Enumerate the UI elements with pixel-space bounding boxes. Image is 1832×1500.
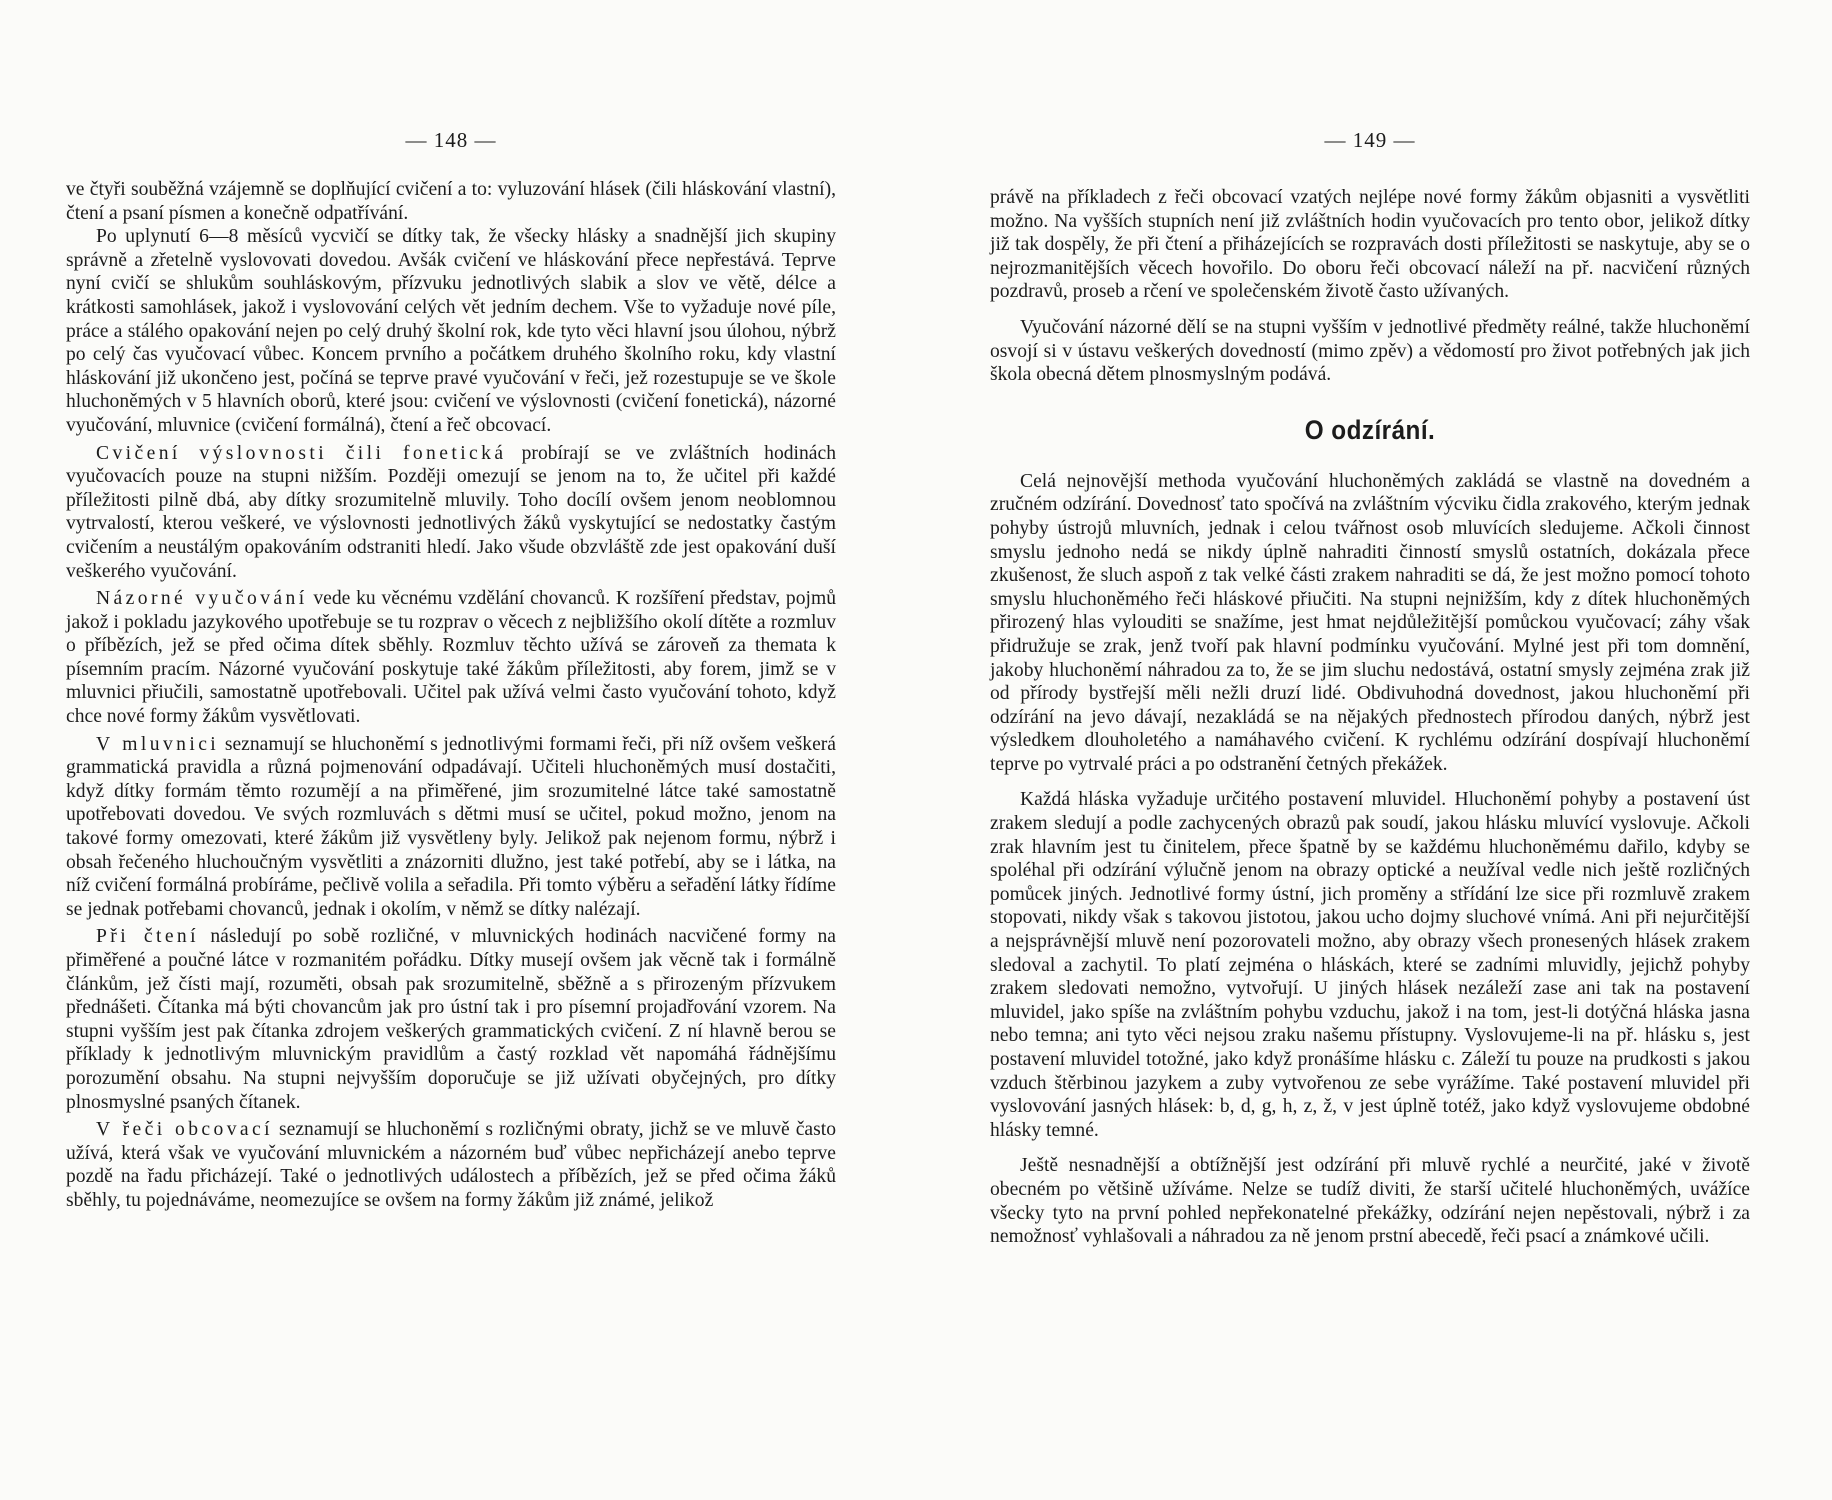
spaced-lead-term: Názorné vyučování bbox=[96, 588, 308, 610]
section-heading: O odzírání. bbox=[1304, 414, 1436, 445]
paragraph-body: seznamují se hluchoněmí s jednotlivými formami řeči, při níž ovšem veškerá grammatická pravidla a různá pojmenování odpadávají. Učiteli hluchoněmých musí dostačiti, když dítky formám těmto rozumějí a na přiměřené, jim srozumitelné látce také samostatně upotřebovati dovedou. Ve svých rozmluvách s dětmi musí se učitel, pokud možno, jenom na takové formy omezovati, které žákům již vysvětleny byly. Jelikož pak nejenom formu, nýbrž i obsah řečeného hluchoučným vysvětliti a znázorniti dlužno, jest také potřebí, aby se i látka, na níž cvičení formálná probíráme, pečlivě volila a seřadila. Při tomto výběru a seřadění látky řídíme se jednak potřebami chovanců, jednak i okolím, v němž se dítky nalézají. bbox=[66, 733, 836, 920]
paragraph: ve čtyři souběžná vzájemně se doplňující cvičení a to: vyluzování hlásek (čili hláskování vlastní), čtení a psaní písmen a konečně odpatřívání. bbox=[66, 179, 836, 224]
paragraph bbox=[66, 1118, 836, 1212]
paragraph: Celá nejnovější methoda vyučování hluchoněmých zakládá se vlastně na dovedném a zručném odzírání. Dovednosť tato spočívá na zvláštním výcviku čidla zrakového, kterým jednak pohyby ústrojů mluvních, jednak i celou tvářnost osob mluvících sledujeme. Ačkoli činnost smyslu jednoho nedá se nikdy úplně nahraditi činností smyslů ostatních, dokázala přece zkušenost, že sluch aspoň z tak velké části zrakem nahraditi se dá, že jest možno pomocí tohoto smyslu hluchoněmého řeči hláskové přiučiti. Na stupni nejnižším, kdy z dítek hluchoněmých přirozený hlas vylouditi se snažíme, jest hmat nejdůležitější pomůckou vyučovací; záhy však přidružuje se zrak, jenž tvoří pak hlavní podmínku vyučování. Mylné jest při tom domnění, jakoby hluchoněmí náhradou za to, že se jim sluchu nedostává, ostatní smysly zejména zrak již od přírody bystřejší měli nežli druzí lidé. Obdivuhodná dovednost, jakou hluchoněmí při odzírání na jevo dávají, nezakládá se na nějakých přednostech přírodou daných, nýbrž jest výsledkem dlouholetého a namáhavého cvičení. K rychlému odzírání dospívají hluchoněmí teprve po vytrvalé práci a po odstranění četných překážek. bbox=[990, 470, 1750, 775]
paragraph bbox=[66, 733, 836, 922]
spaced-lead-term: Cvičení výslovnosti čili fonetická bbox=[96, 442, 507, 464]
paragraph bbox=[66, 925, 836, 1114]
paragraph-body: vede ku věcnému vzdělání chovanců. K rozšíření představ, pojmů jakož i pokladu jazykového upotřebuje se tu rozprav o věcech z nejbližšího okolí dítěte a rozmluv o příbězích, jež se před očima dítek sběhly. Rozmluv těchto užívá se zároveň za themata k písemním pracím. Názorné vyučování poskytuje také žákům příležitosti, aby forem, jimž se v mluvnici přiučili, samostatně upotřebovali. Učitel pak užívá velmi často vyučování tohoto, když chce nové formy žákům vysvětlovati. bbox=[66, 588, 836, 728]
paragraph: Vyučování názorné dělí se na stupni vyšším v jednotlivé předměty reálné, takže hluchoněmí osvojí si v ústavu veškerých dovedností (mimo zpěv) a vědomostí pro život potřebných jak jich škola obecná dětem plnosmyslným podává. bbox=[990, 316, 1750, 386]
paragraph bbox=[66, 587, 836, 729]
paragraph-body: seznamují se hluchoněmí s rozličnými obraty, jichž se ve mluvě často užívá, která však ve vyučování mluvnickém a názorném buď vůbec nepřicházejí anebo teprve pozdě na řadu přicházejí. Také o jednotlivých událostech a příbězích, jež se před očima žáků sběhly, tu pojednáváme, neomezujíce se ovšem na formy žákům již známé, jelikož bbox=[66, 1119, 836, 1211]
paragraph: Každá hláska vyžaduje určitého postavení mluvidel. Hluchoněmí pohyby a postavení úst zrakem sledují a podle zachycených obrazů pak soudí, jakou hlásku mluvící vyslovuje. Ačkoli zrak hlavním jest tu činitelem, přece špatně by se každému hluchoněmému dařilo, kdyby se spoléhal při odzírání výlučně jenom na obrazy optické a neužíval vedle nich ještě rozličných pomůcek jiných. Jednotlivé formy ústní, jich proměny a střídání lze sice při rozmluvě zrakem stopovati, nikdy však s takovou jistotou, jakou ucho dojmy sluchové vnímá. Ani při nejurčitější a nejsprávnější mluvě není pozorovateli možno, aby obrazy všech pronesených hlásek zrakem sledoval a zachytil. To platí zejména o hláskách, které se zadními mluvidly, jejichž pohyby zrakem sledovati nemožno, vytvořují. U jiných hlásek nezáleží zase ani tak na postavení mluvidel, jako spíše na zvláštním pohybu vzduchu, jakož i na tom, jest-li dotýčná hláska jasna nebo temna; ani tyto věci nejsou zraku našemu přístupny. Vyslovujeme-li na př. hlásku s, jest postavení mluvidel totožné, jako když pronášíme hlásku c. Záleží tu pouze na prudkosti s jakou vzduch štěrbinou jazykem a zuby vytvořenou ze sebe vyrážíme. Také postavení mluvidel při vyslovování jasných hlásek: b, d, g, h, z, ž, v jest úplně totéž, jako když vyslovujeme obdobné hlásky temné. bbox=[990, 789, 1750, 1141]
paragraph: Po uplynutí 6—8 měsíců vycvičí se dítky tak, že všecky hlásky a snadnější jich skupiny správně a zřetelně vyslovovati dovedou. Avšák cvičení ve hláskování přece nepřestává. Teprve nyní cvičí se shlukům souhláskovým, přízvuku jednotlivých slabik a slov ve větě, délce a krátkosti samohlásek, jakož i vyslovování celých vět jedním dechem. Vše to vyžaduje nové píle, práce a stálého opakování nejen po celý druhý školní rok, kde tyto věci hlavní jsou úlohou, nýbrž po celý čas vyučovací vůbec. Koncem prvního a počátkem druhého školního roku, kdy vlastní hláskování již ukončeno jest, počíná se teprve pravé vyučování v řeči, jež rozestupuje se ve škole hluchoněmých v 5 hlavních oborů, které jsou: cvičení ve výslovnosti (cvičení fonetická), názorné vyučování, mluvnice (cvičení formálná), čtení a řeč obcovací. bbox=[66, 226, 836, 436]
page-text bbox=[66, 178, 836, 1213]
page-text bbox=[990, 186, 1750, 1249]
page-number: — 148 — bbox=[405, 128, 497, 152]
paragraph: Ještě nesnadnější a obtížnější jest odzírání při mluvě rychlé a neurčité, jaké v životě obecném po většině užíváme. Nelze se tudíž diviti, že starší učitelé hluchoněmých, uvážíce všecky tyto na první pohled nepřekonatelné překážky, odzírání nejen nepěstovali, nýbrž i za nemožnosť vyhlašovali a náhradou za ně jenom prstní abecedě, řeči psací a známkové učili. bbox=[990, 1155, 1750, 1248]
paragraph-body: následují po sobě rozličné, v mluvnických hodinách nacvičené formy na přiměřené a poučné látce v rozmanitém pořádku. Dítky musejí ovšem jak věcně tak i formálně článkům, jež čísti mají, rozuměti, obsah pak srozumitelně, sběžně a s přirozeným přízvukem přednášeti. Čítanka má býti chovancům jak pro ústní tak i pro písemní projadřování vzorem. Na stupni vyšším jest pak čítanka zdrojem veškerých grammatických cvičení. Z ní hlavně berou se příklady k jednotlivým mluvnickým pravidlům a častý rozklad vět napomáhá řádnějšímu porozumění obsahu. Na stupni nejvyšším doporučuje se již užívati obyčejných, pro dítky plnosmyslné psaných čítanek. bbox=[66, 926, 836, 1113]
page-number: — 149 — bbox=[1324, 128, 1416, 152]
paragraph: právě na příkladech z řeči obcovací vzatých nejlépe nové formy žákům objasniti a vysvětliti možno. Na vyšších stupních není již zvláštních hodin vyučovacích pro tento obor, jelikož dítky již tak dospěly, že při čtení a přiházejících se rozpravách dosti příležitosti se naskytuje, aby se o nejrozmanitějších věcech hovořilo. Do oboru řeči obcovací náleží na př. nacvičení různých pozdravů, proseb a rčení ve společenském životě často užívaných. bbox=[990, 187, 1750, 303]
spaced-lead-term: V mluvnici bbox=[96, 733, 220, 755]
paragraph bbox=[66, 442, 836, 584]
paragraph-body: probírají se ve zvláštních hodinách vyučovacích pouze na stupni nižším. Později omezují se jenom na to, že učitel při každé příležitosti pilně dbá, aby dítky srozumitelně mluvily. Toho docílí ovšem jenom neoblomnou vytrvalostí, kterou veškeré, ve výslovnosti jednotlivých žáků vyskytující se nedostatky častým cvičením a neustálým opakováním odstraniti hledí. Jako všude obzvláště zde jest opakování duší veškerého vyučování. bbox=[66, 442, 836, 582]
spaced-lead-term: V řeči obcovací bbox=[96, 1119, 273, 1141]
spaced-lead-term: Při čtení bbox=[96, 926, 199, 948]
